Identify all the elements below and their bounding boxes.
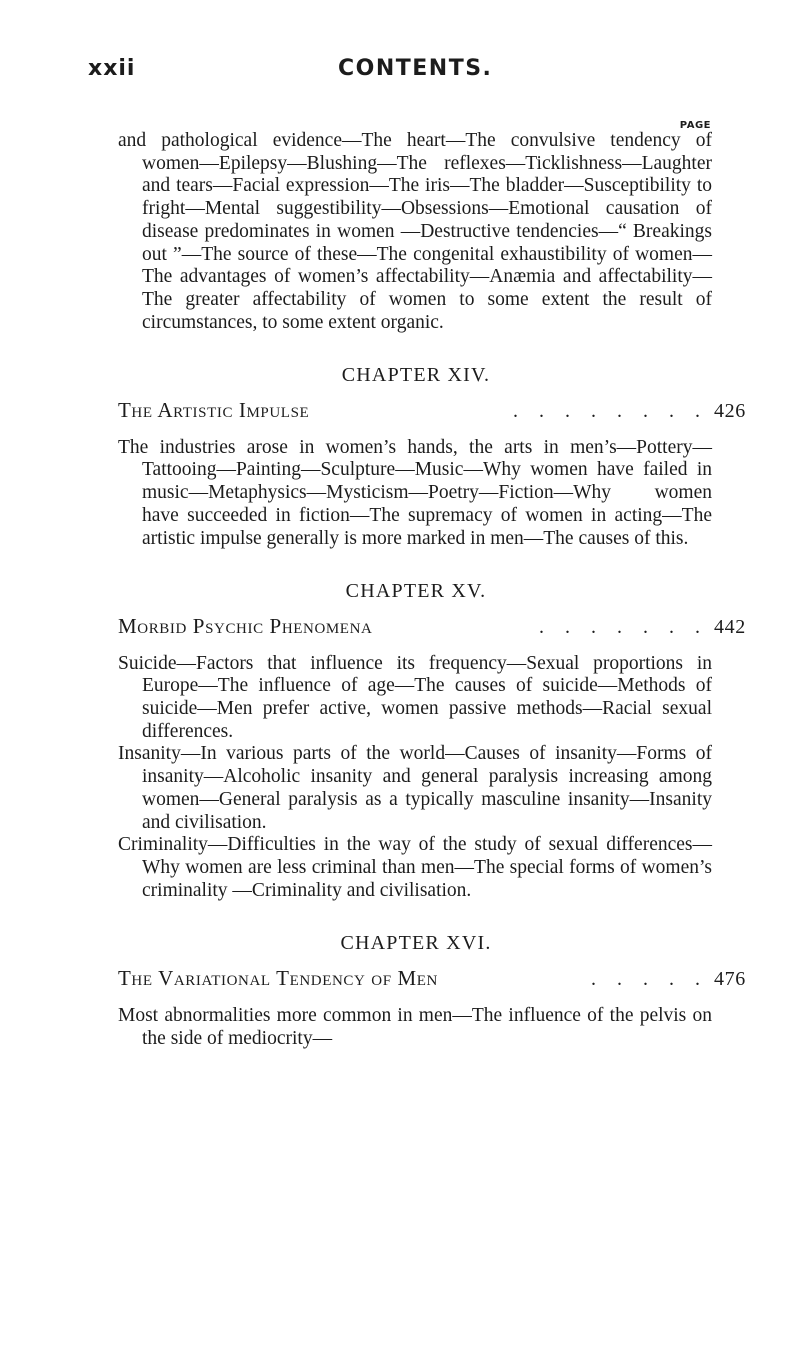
chapter-heading: CHAPTER XV.: [345, 580, 487, 603]
chapter-title: Morbid Psychic Phenomena: [118, 613, 373, 638]
chapter-page-number: 426: [714, 400, 746, 423]
synopsis-paragraph: Criminality—Difficulties in the way of the study of sexual differences—Why women are less criminal than men—The special forms of women’s criminality —Criminality and civilisation.: [118, 834, 712, 901]
chapter-page-number: 476: [714, 968, 746, 991]
contents-body: [118, 130, 746, 1050]
chapter-page-number: 442: [714, 615, 746, 638]
dot-leader: . . . . . . .: [539, 615, 708, 638]
toc-entry: [118, 615, 744, 639]
chapter-heading: CHAPTER XIV.: [341, 364, 491, 387]
toc-entry: [118, 967, 744, 991]
page-column-label: PAGE: [679, 120, 711, 131]
synopsis-paragraph: and pathological evidence—The heart—The convulsive tendency of women—Epilepsy—Blushing—The reflexes—Ticklishness—Laughter and tears—Facial expression—The iris—The bladder—Susceptibility to fright—Mental suggestibility—Obsessions—Emotional causation of disease predominates in women —Destructive tendencies—“ Breakings out ”—The source of these—The congenital exhaustibility of women—The advantages of women’s affectability—Anæmia and affectability—The greater affectability of women to some extent the result of circumstances, to some extent organic.: [118, 130, 712, 333]
chapter-title: The Variational Tendency of Men: [118, 966, 438, 991]
page-header: [88, 56, 712, 90]
page-number: xxii: [88, 56, 136, 81]
chapter-title: The Artistic Impulse: [118, 398, 310, 423]
dot-leader: . . . . .: [591, 968, 708, 991]
chapter-heading: CHAPTER XVI.: [340, 932, 492, 955]
synopsis-paragraph: Most abnormalities more common in men—The influence of the pelvis on the side of mediocrity—: [118, 1004, 712, 1049]
dot-leader: . . . . . . . .: [513, 400, 708, 423]
synopsis-paragraph: Insanity—In various parts of the world—Causes of insanity—Forms of insanity—Alcoholic insanity and general paralysis increasing among women—General paralysis as a typically masculine insanity—Insanity and civilisation.: [118, 743, 712, 833]
chapter-xiv: [118, 364, 746, 550]
toc-entry: [118, 399, 744, 423]
chapter-xvi: [118, 932, 746, 1050]
synopsis-paragraph: Suicide—Factors that influence its frequency—Sexual proportions in Europe—The influence of age—The causes of suicide—Methods of suicide—Men prefer active, women passive methods—Racial sexual differences.: [118, 652, 712, 742]
running-title: CONTENTS.: [338, 56, 493, 81]
synopsis-paragraph: The industries arose in women’s hands, the arts in men’s—Pottery—Tattooing—Painting—Sculpture—Music—Why women have failed in music—Metaphysics—Mysticism—Poetry—Fiction—Why women have succeeded in fiction—The supremacy of women in acting—The artistic impulse generally is more marked in men—The causes of this.: [118, 436, 712, 549]
chapter-xv: [118, 580, 746, 902]
